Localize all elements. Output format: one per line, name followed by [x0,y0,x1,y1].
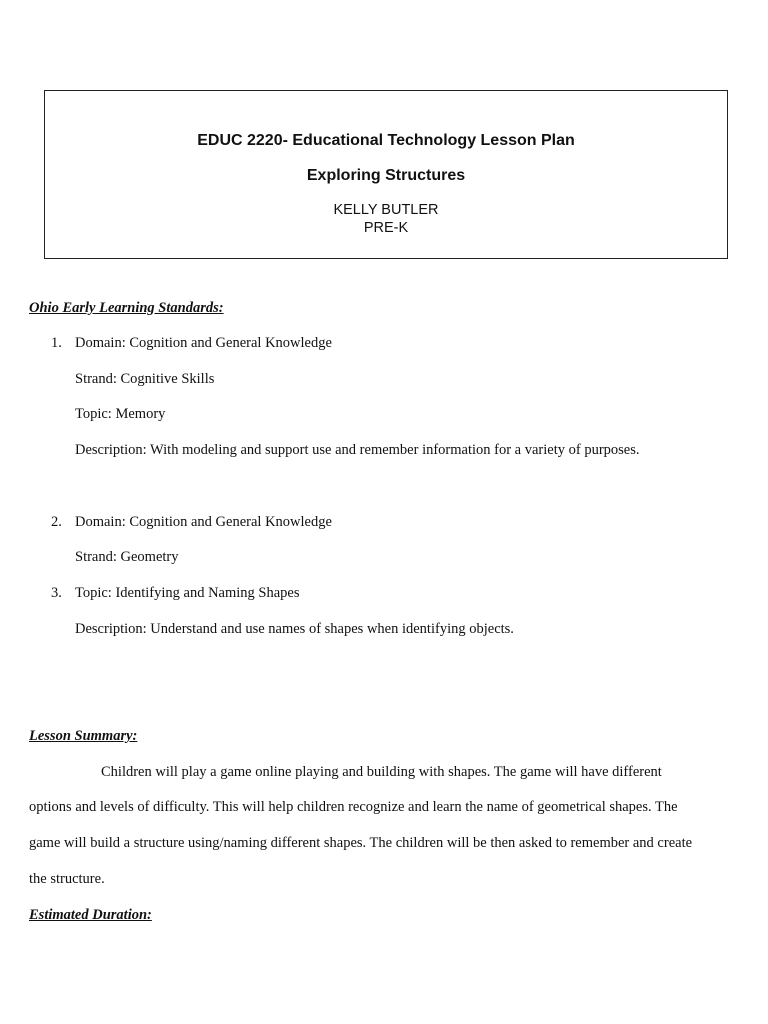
standard-topic: Topic: Memory [75,406,166,422]
document-title: EDUC 2220- Educational Technology Lesson Plan [197,132,575,149]
duration-heading: Estimated Duration: [29,907,152,923]
standard-strand: Strand: Geometry [75,549,179,565]
title-box [44,90,728,259]
standard-domain: Domain: Cognition and General Knowledge [75,335,332,351]
lesson-title: Exploring Structures [306,167,466,184]
standard-strand: Strand: Cognitive Skills [75,371,215,387]
standard-description: Description: Understand and use names of shapes when identifying objects. [75,621,514,637]
summary-paragraph-line: options and levels of difficulty. This will help children recognize and learn the name of geometrical shapes. The [29,799,678,815]
author-name: KELLY BUTLER [333,202,439,218]
summary-paragraph-line: the structure. [29,871,105,887]
standard-description: Description: With modeling and support use and remember information for a variety of purposes. [75,442,640,458]
summary-paragraph-line: game will build a structure using/naming different shapes. The children will be then asked to remember and create [29,835,693,851]
standard-domain: Domain: Cognition and General Knowledge [75,514,332,530]
list-number: 2. [51,514,62,530]
list-number: 1. [51,335,62,351]
standards-heading: Ohio Early Learning Standards: [29,300,224,316]
summary-heading: Lesson Summary: [29,728,138,744]
summary-paragraph-line: Children will play a game online playing and building with shapes. The game will have different [101,764,662,780]
grade-level: PRE-K [363,220,409,236]
list-number: 3. [51,585,62,601]
standard-topic: Topic: Identifying and Naming Shapes [75,585,300,601]
